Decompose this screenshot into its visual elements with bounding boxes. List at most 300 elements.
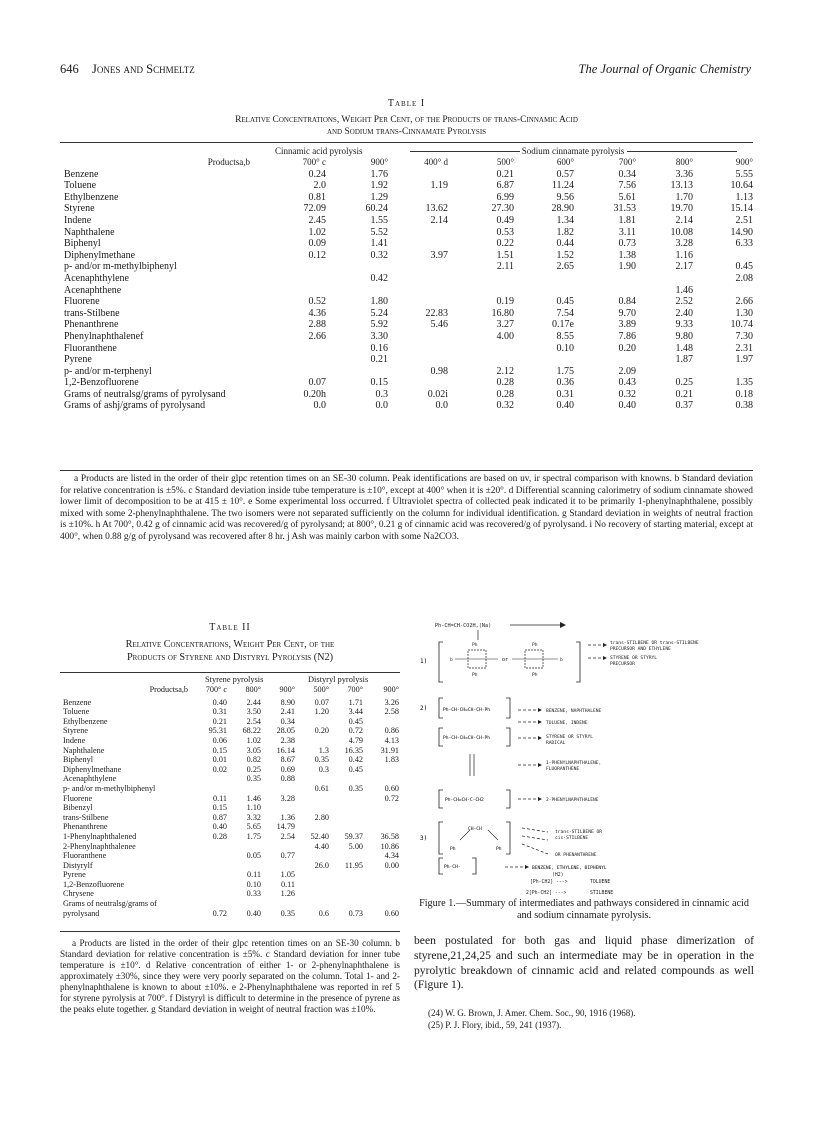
row-label: 1,2-Benzofluorene	[64, 377, 139, 389]
row-label: Fluoranthene	[64, 342, 117, 354]
table-row	[60, 851, 402, 861]
table-cell	[264, 899, 298, 909]
table-cell	[578, 273, 640, 285]
table-cell: 2.58	[384, 707, 399, 717]
table-cell: 15.14	[730, 203, 753, 215]
table-cell	[697, 250, 757, 262]
table-cell: 0.40	[556, 400, 574, 412]
table-cell: 0.73	[618, 238, 636, 250]
table-row	[60, 707, 402, 717]
table1-title-line1: Relative Concentrations, Weight Per Cent, of the Products of trans-Cinnamic Acid	[235, 115, 578, 125]
table-cell: 1.46	[246, 793, 261, 803]
table-cell: 0.11	[246, 870, 261, 880]
table-cell: 2.14	[675, 214, 693, 226]
table-cell: 1.75	[556, 365, 574, 377]
svg-text:Ph-CH-: Ph-CH-	[444, 865, 461, 870]
table-cell: 0.34	[280, 716, 295, 726]
table-cell: 0.0	[313, 400, 326, 412]
table1-group-salt-label: Sodium cinnamate pyrolysis	[521, 146, 625, 156]
table-cell: 0.34	[618, 168, 636, 180]
table-cell: 0.11	[212, 793, 227, 803]
table2-group-distyryl: Distyryl pyrolysis	[308, 675, 369, 684]
table-cell: 2.54	[246, 716, 261, 726]
table-cell	[366, 717, 402, 727]
table-cell: 36.58	[380, 831, 399, 841]
table-row	[60, 794, 402, 804]
table-cell: 10.74	[730, 319, 753, 331]
table-cell	[332, 851, 366, 861]
svg-text:Ph: Ph	[472, 643, 478, 648]
row-label: Grams of ashj/grams of pyrolysand	[64, 400, 206, 412]
svg-text:Ph: Ph	[532, 673, 538, 678]
table-cell: 0.12	[308, 249, 326, 261]
table-cell: 10.08	[670, 226, 693, 238]
table-cell: 6.99	[496, 191, 514, 203]
row-label: Fluoranthene	[63, 851, 107, 861]
table-cell: 9.33	[675, 319, 693, 331]
table-cell	[332, 774, 366, 784]
table-row	[60, 803, 402, 813]
table-cell: 3.97	[430, 249, 448, 261]
table-row	[60, 746, 402, 756]
table-row	[60, 889, 402, 899]
table1-header-col: 600°	[556, 157, 574, 167]
table-cell: 1.81	[618, 214, 636, 226]
table-cell: 0.28	[212, 831, 227, 841]
row-label: Pyrene	[64, 354, 92, 366]
table-cell: 31.53	[613, 203, 636, 215]
table-row	[60, 319, 757, 331]
table-cell: 4.79	[348, 735, 363, 745]
table-cell	[198, 870, 230, 880]
table2-title	[60, 638, 400, 664]
table-cell	[198, 889, 230, 899]
table-cell	[230, 899, 264, 909]
table-row	[60, 343, 757, 355]
table-row	[60, 736, 402, 746]
table-cell: 1.90	[618, 261, 636, 273]
table-cell: 28.05	[276, 726, 295, 736]
table-cell	[298, 794, 332, 804]
table-cell: 2.51	[735, 214, 753, 226]
table-row	[60, 215, 757, 227]
table-cell: 7.54	[556, 307, 574, 319]
reference-25: (25) P. J. Flory, ibid., 59, 241 (1937).	[428, 1019, 562, 1030]
table-cell	[298, 899, 332, 909]
table-cell: 0.61	[314, 783, 329, 793]
table-cell: 8.55	[556, 330, 574, 342]
fig-label-1: 1)	[420, 658, 428, 665]
table-cell: 0.87	[212, 812, 227, 822]
fig-p1-a: trans-STILBENE OR trans-STILBENE	[610, 641, 699, 646]
table-cell	[332, 803, 366, 813]
table-cell: 4.36	[308, 307, 326, 319]
table-cell: 5.61	[618, 191, 636, 203]
table-cell: 1.29	[370, 191, 388, 203]
table-cell: 2.54	[280, 831, 295, 841]
table-cell: 2.88	[308, 319, 326, 331]
table-cell: 0.57	[556, 168, 574, 180]
table-cell	[270, 343, 330, 355]
row-label: pyrolysand	[63, 908, 100, 918]
table-cell: 4.13	[384, 735, 399, 745]
row-label: Biphenyl	[63, 755, 94, 765]
row-label: Grams of neutralsg/grams of	[63, 899, 157, 909]
table-row	[60, 842, 402, 852]
table-cell: 1.16	[675, 249, 693, 261]
table-row	[60, 238, 757, 250]
figure1-diagram	[410, 618, 755, 880]
table-cell: 0.02i	[427, 388, 448, 400]
table-cell: 0.82	[246, 755, 261, 765]
table-row	[60, 308, 757, 320]
svg-text:Ph: Ph	[472, 673, 478, 678]
table-cell	[264, 861, 298, 871]
table-cell: 9.80	[675, 330, 693, 342]
table-cell	[366, 774, 402, 784]
table-cell: 1.20	[314, 707, 329, 717]
table-cell: 1.02	[308, 226, 326, 238]
fig-p2-c: STYRENE OR STYRYL	[546, 735, 594, 740]
table-cell	[332, 899, 366, 909]
table-cell: 6.33	[735, 238, 753, 250]
table-cell: 0.21	[675, 388, 693, 400]
table-cell: 4.00	[496, 330, 514, 342]
table-cell: 0.10	[246, 879, 261, 889]
table-cell: 1.26	[280, 889, 295, 899]
table-cell: 0.20h	[303, 388, 326, 400]
table-cell: 1.80	[370, 296, 388, 308]
table-cell	[230, 861, 264, 871]
table-cell: 0.05	[246, 851, 261, 861]
fig-p3-c: OR PHENANTHRENE	[555, 853, 597, 858]
table-cell	[330, 285, 392, 297]
table-cell: 1.05	[280, 870, 295, 880]
table-cell: 3.44	[348, 707, 363, 717]
table-cell	[332, 813, 366, 823]
table-cell	[392, 296, 452, 308]
table-cell: 0.40	[618, 400, 636, 412]
table-cell: 0.35	[314, 755, 329, 765]
table1-caption: Table I	[387, 98, 426, 109]
table-row	[60, 273, 757, 285]
row-label: Pyrene	[63, 870, 86, 880]
table2-header-col: 800°	[245, 685, 261, 694]
table-cell: 6.87	[496, 180, 514, 192]
table-cell: 0.21	[370, 354, 388, 366]
table-cell: 68.22	[242, 726, 261, 736]
table-row	[60, 331, 757, 343]
row-label: Distyrylf	[63, 860, 93, 870]
table-cell: 0.69	[280, 764, 295, 774]
table-cell: 9.70	[618, 307, 636, 319]
svg-text:b: b	[560, 658, 563, 663]
row-label: trans-Stilbene	[64, 307, 120, 319]
table-cell	[298, 803, 332, 813]
table1-header-col: 500°	[496, 157, 514, 167]
fig-p3-a: trans-STILBENE OR	[555, 830, 603, 835]
row-label: Bibenzyl	[63, 803, 93, 813]
table1-header-col: 700°	[618, 157, 636, 167]
table-cell: 7.86	[618, 330, 636, 342]
table-row	[60, 909, 402, 919]
table-cell	[518, 285, 578, 297]
table-row	[60, 389, 757, 401]
table-cell	[392, 354, 452, 366]
fig-top-arrowhead	[560, 622, 566, 628]
table2-header-col: 900°	[279, 685, 295, 694]
table-cell	[264, 842, 298, 852]
table-cell: 0.6	[318, 908, 329, 918]
table-cell	[366, 870, 402, 880]
table-cell: 26.0	[314, 860, 329, 870]
page-number: 646	[60, 62, 79, 76]
table-cell: 0.52	[308, 296, 326, 308]
table-row	[60, 296, 757, 308]
table-cell	[332, 880, 366, 890]
table-cell: 0.11	[280, 879, 295, 889]
table-cell: 1.55	[370, 214, 388, 226]
table-row	[60, 774, 402, 784]
table-row	[60, 354, 757, 366]
table-cell	[298, 880, 332, 890]
table-cell: 1.30	[735, 307, 753, 319]
table-cell	[298, 870, 332, 880]
table-cell: 10.86	[380, 841, 399, 851]
row-label: p- and/or m-terphenyl	[64, 365, 152, 377]
table-cell: 0.33	[246, 889, 261, 899]
table-cell: 3.28	[675, 238, 693, 250]
table-cell	[640, 273, 697, 285]
row-label: Styrene	[63, 726, 89, 736]
table1-title-line2: and Sodium trans-Cinnamate Pyrolysis	[326, 127, 487, 137]
row-label: Ethylbenzene	[64, 191, 119, 203]
table-cell: 0.07	[314, 697, 329, 707]
table-cell	[366, 765, 402, 775]
table-cell: 2.31	[735, 342, 753, 354]
table-cell	[264, 803, 298, 813]
table-cell: 0.45	[556, 296, 574, 308]
table2-group-styrene: Styrene pyrolysis	[205, 675, 264, 684]
table-cell: 3.30	[370, 330, 388, 342]
table-cell: 0.0	[435, 400, 448, 412]
table-cell	[330, 366, 392, 378]
table-cell	[392, 169, 452, 181]
svg-text:or: or	[502, 657, 509, 663]
table-cell: 5.65	[246, 822, 261, 832]
table-cell: 5.24	[370, 307, 388, 319]
table2-header-products: Productsa,b	[149, 685, 188, 694]
row-label: Acenaphthene	[64, 284, 122, 296]
svg-text:Ph-CH-CH=CH-CH-Ph: Ph-CH-CH=CH-CH-Ph	[443, 708, 491, 713]
table-cell: 0.84	[618, 296, 636, 308]
table-cell: 16.14	[276, 745, 295, 755]
table-row	[60, 698, 402, 708]
row-label: Benzene	[63, 697, 92, 707]
table-cell	[452, 354, 518, 366]
table-row	[60, 755, 402, 765]
table1-header-col: 800°	[675, 157, 693, 167]
row-label: Naphthalene	[64, 226, 115, 238]
table-cell	[230, 784, 264, 794]
table-cell: 8.67	[280, 755, 295, 765]
table1-top-rule	[60, 142, 753, 143]
table-cell: 1.92	[370, 180, 388, 192]
table-cell: 0.32	[370, 249, 388, 261]
fig-label-2: 2)	[420, 705, 428, 712]
table-cell: 0.86	[384, 726, 399, 736]
table-cell: 0.20	[618, 342, 636, 354]
table-cell: 2.44	[246, 697, 261, 707]
fig-p2-f: FLUORANTHENE	[546, 767, 580, 772]
row-label: Naphthalene	[63, 745, 105, 755]
table-cell: 14.90	[730, 226, 753, 238]
table-cell: 2.14	[430, 214, 448, 226]
fig-p3-f: STILBENE	[590, 891, 614, 896]
table-cell	[392, 377, 452, 389]
table-cell: 28.90	[551, 203, 574, 215]
table1-header-col: 900°	[735, 157, 753, 167]
table-cell: 3.28	[280, 793, 295, 803]
fig-h2: (H2)	[552, 873, 564, 878]
row-label: Phenanthrene	[64, 319, 119, 331]
table-cell: 2.17	[675, 261, 693, 273]
table-cell: 1.19	[430, 180, 448, 192]
fig-p2-g: 2-PHENYLNAPHTHALENE	[546, 798, 599, 803]
table-cell: 0.24	[308, 168, 326, 180]
table-cell: 3.89	[618, 319, 636, 331]
svg-text:Ph: Ph	[496, 847, 502, 852]
row-label: Diphenylmethane	[63, 764, 122, 774]
table-cell: 4.34	[384, 851, 399, 861]
table-cell: 0.15	[212, 803, 227, 813]
table-cell: 0.98	[430, 365, 448, 377]
svg-text:CH-CH: CH-CH	[468, 827, 482, 832]
table-cell	[298, 774, 332, 784]
table-cell	[270, 261, 330, 273]
fig-label-3: 3)	[420, 835, 428, 842]
table-cell	[264, 784, 298, 794]
table-cell: 1.41	[370, 238, 388, 250]
table-cell	[366, 899, 402, 909]
table1-header-row	[60, 157, 757, 169]
table-cell: 0.32	[496, 400, 514, 412]
table-cell: 0.16	[370, 342, 388, 354]
table-cell: 1.82	[556, 226, 574, 238]
table-cell: 0.45	[348, 764, 363, 774]
table-cell: 0.06	[212, 735, 227, 745]
table-cell: 1.75	[246, 831, 261, 841]
fig-phch2-1: [Ph-CH2] --->	[530, 880, 568, 885]
table-cell	[392, 273, 452, 285]
fig-p3-d: BENZENE, ETHYLENE, BIPHENYL	[532, 866, 607, 871]
row-label: Toluene	[64, 180, 97, 192]
table-cell: 0.07	[308, 377, 326, 389]
row-label: 2-Phenylnaphthalenee	[63, 841, 136, 851]
table-cell: 0.53	[496, 226, 514, 238]
table-cell: 0.21	[212, 716, 227, 726]
table-cell: 0.72	[348, 726, 363, 736]
table-row	[60, 899, 402, 909]
table-row	[60, 784, 402, 794]
svg-text:Ph: Ph	[450, 847, 456, 852]
table-cell: 3.27	[496, 319, 514, 331]
table-cell: 2.65	[556, 261, 574, 273]
row-label: Fluorene	[64, 296, 100, 308]
table-cell: 0.44	[556, 238, 574, 250]
fig-p1-b: PRECURSOR AND ETHYLENE	[610, 647, 671, 652]
table2-header-col: 500°	[313, 685, 329, 694]
table-cell: 0.21	[496, 168, 514, 180]
table-cell: 7.30	[735, 330, 753, 342]
table-cell: 27.30	[491, 203, 514, 215]
table-cell: 2.09	[618, 365, 636, 377]
table-cell: 3.11	[618, 226, 636, 238]
table-cell: 0.40	[246, 908, 261, 918]
table-row	[60, 765, 402, 775]
table-cell: 0.72	[212, 908, 227, 918]
table-cell: 13.13	[670, 180, 693, 192]
row-label: p- and/or m-methylbiphenyl	[64, 261, 177, 273]
table-row	[60, 870, 402, 880]
table2-bottom-rule	[60, 931, 400, 932]
row-label: 1-Phenylnaphthalened	[63, 831, 137, 841]
table-cell	[366, 880, 402, 890]
table-cell: 0.20	[314, 726, 329, 736]
table-cell: 0.60	[384, 783, 399, 793]
table-cell: 2.41	[280, 707, 295, 717]
table-row	[60, 400, 757, 412]
table-cell	[298, 851, 332, 861]
table-cell: 0.38	[735, 400, 753, 412]
table-cell: 2.52	[675, 296, 693, 308]
table-cell: 0.45	[735, 261, 753, 273]
table-row	[60, 822, 402, 832]
table-cell: 1.02	[246, 735, 261, 745]
table-cell: 9.56	[556, 191, 574, 203]
table-cell: 52.40	[310, 831, 329, 841]
table-cell	[298, 736, 332, 746]
table-cell: 7.56	[618, 180, 636, 192]
row-label: Acenaphthylene	[63, 774, 117, 784]
row-label: trans-Stilbene	[63, 812, 109, 822]
table-cell: 14.79	[276, 822, 295, 832]
table-row	[60, 203, 757, 215]
table-cell: 0.35	[246, 774, 261, 784]
table-cell: 5.55	[735, 168, 753, 180]
table-cell	[298, 717, 332, 727]
table-cell: 0.00	[384, 860, 399, 870]
table-cell: 0.31	[556, 388, 574, 400]
table-cell: 8.90	[280, 697, 295, 707]
running-authors: Jones and Schmeltz	[92, 62, 195, 76]
table1-group-acid: Cinnamic acid pyrolysis	[275, 146, 363, 156]
table-cell: 5.46	[430, 319, 448, 331]
table-cell	[518, 354, 578, 366]
table-cell: 3.26	[384, 697, 399, 707]
row-label: Diphenylmethane	[64, 249, 136, 261]
table-cell: 95.31	[208, 726, 227, 736]
figure1-caption: Figure 1.—Summary of intermediates and pathways considered in cinnamic acid and sodium cinnamate pyrolysis.	[419, 898, 749, 921]
reference-24: (24) W. G. Brown, J. Amer. Chem. Soc., 90, 1916 (1968).	[428, 1008, 636, 1018]
table-cell	[198, 861, 230, 871]
fig-p2-a: BENZENE, NAPHTHALENE	[546, 709, 602, 714]
table-cell: 1.13	[735, 191, 753, 203]
row-label: Ethylbenzene	[63, 716, 108, 726]
table-row	[60, 261, 757, 273]
table-cell: 0.72	[384, 793, 399, 803]
table2-caption: Table II	[209, 622, 251, 633]
